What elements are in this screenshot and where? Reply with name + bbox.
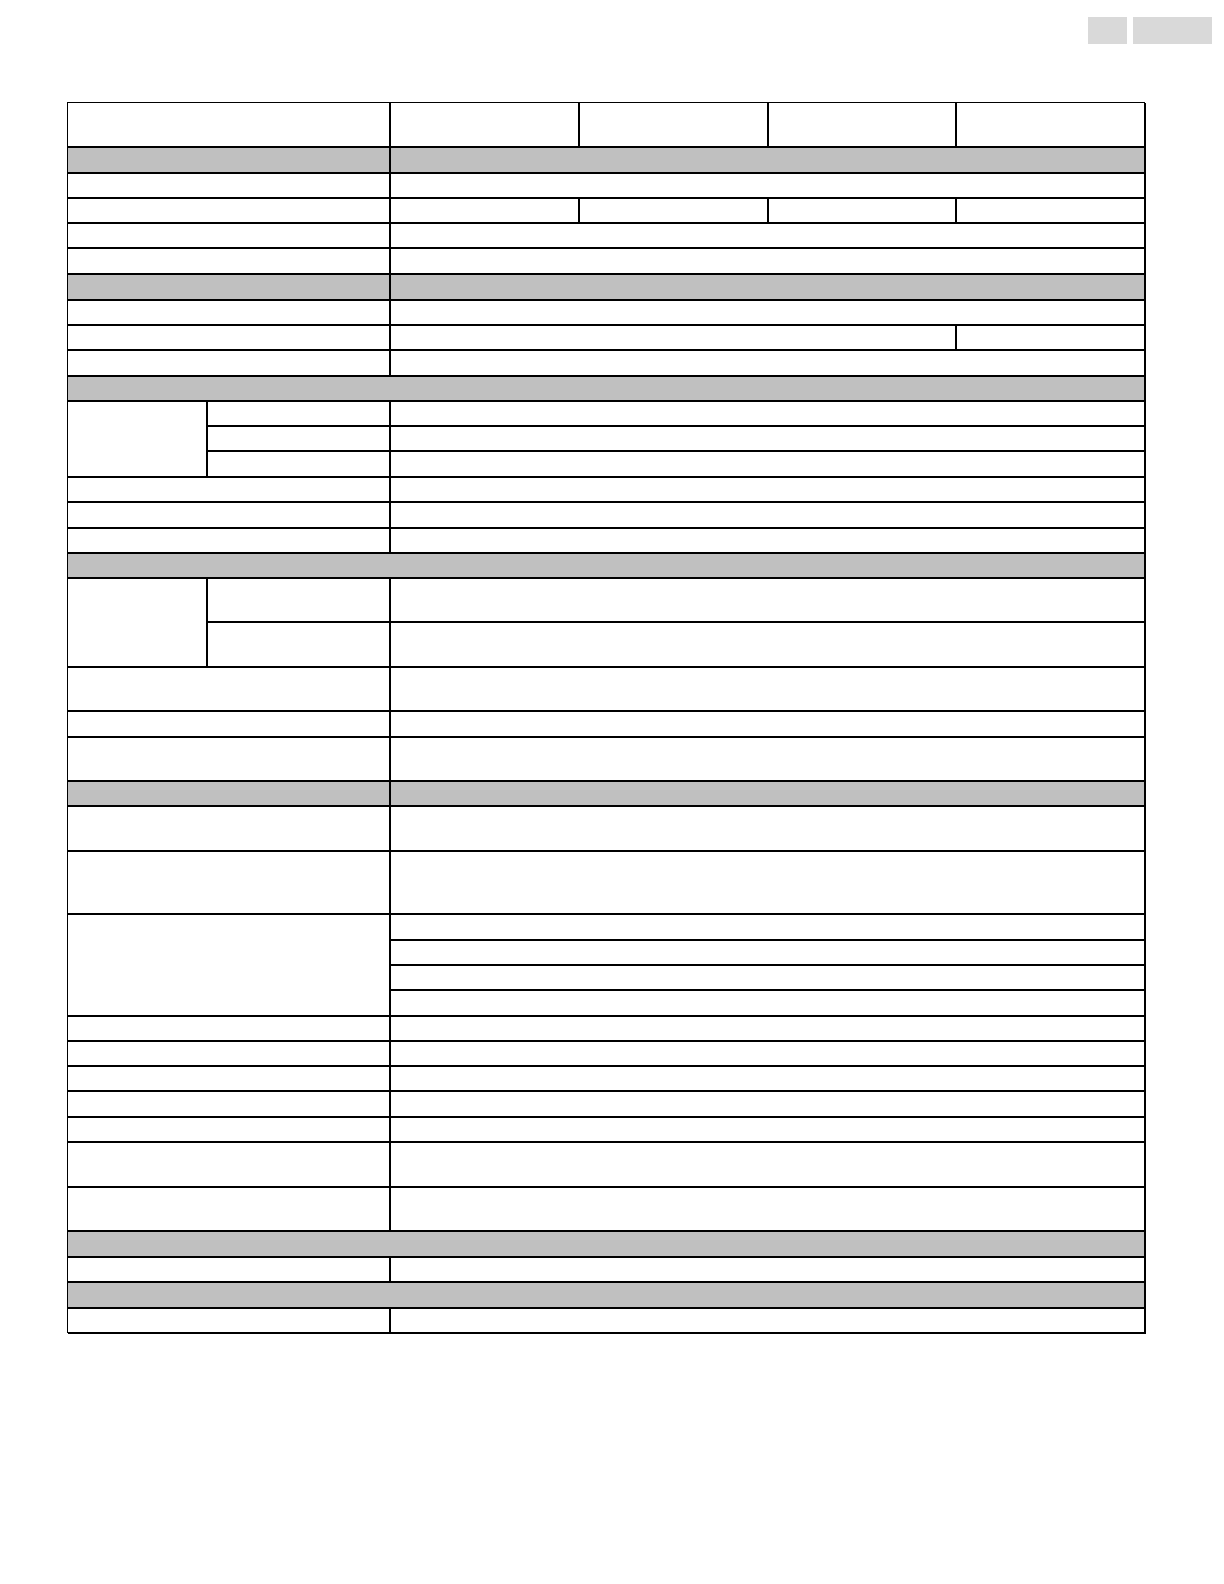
- header-label-cell: [68, 103, 391, 148]
- section-band-2-label: [68, 275, 391, 301]
- row-value: [391, 668, 1146, 712]
- section-band-2-value: [391, 275, 1146, 301]
- row-value-model-3: [769, 199, 957, 224]
- row-label: [68, 915, 391, 1017]
- row-label: [68, 1092, 391, 1118]
- row-value: [391, 1309, 1146, 1334]
- row-value-model-2: [580, 199, 769, 224]
- row-label: [68, 712, 391, 738]
- section-band-3: [68, 377, 1146, 402]
- row-value: [391, 427, 1146, 452]
- section-band-4: [68, 554, 1146, 579]
- page-header-tab: [1088, 17, 1127, 44]
- row-value: [391, 249, 1146, 275]
- row-value: [391, 712, 1146, 738]
- row-value: [391, 852, 1146, 915]
- row-label: [68, 174, 391, 199]
- row-value: [391, 807, 1146, 852]
- row-value: [391, 1042, 1146, 1067]
- row-value: [391, 529, 1146, 554]
- row-value-model-1: [391, 199, 580, 224]
- row-label: [68, 1042, 391, 1067]
- sub-row-label: [208, 623, 391, 668]
- row-label: [68, 738, 391, 782]
- header-model-cell-3: [769, 103, 957, 148]
- row-value: [391, 478, 1146, 503]
- row-label: [68, 478, 391, 503]
- row-label: [68, 1067, 391, 1092]
- row-value: [391, 402, 1146, 427]
- row-label: [68, 668, 391, 712]
- sub-row-label: [208, 452, 391, 478]
- header-model-cell-1: [391, 103, 580, 148]
- row-value: [391, 503, 1146, 529]
- row-value: [391, 1017, 1146, 1042]
- row-value: [391, 224, 1146, 249]
- section-band-7: [68, 1283, 1146, 1309]
- row-label: [68, 1188, 391, 1232]
- row-label: [68, 199, 391, 224]
- row-label: [68, 852, 391, 915]
- section-band-6: [68, 1232, 1146, 1258]
- header-model-cell-4: [957, 103, 1146, 148]
- sub-row-label: [208, 579, 391, 623]
- row-label: [68, 1309, 391, 1334]
- row-value: [391, 1258, 1146, 1283]
- section-band-5-value: [391, 782, 1146, 807]
- section-band-1-value: [391, 148, 1146, 174]
- row-label: [68, 529, 391, 554]
- section-band-5-label: [68, 782, 391, 807]
- row-value: [391, 452, 1146, 478]
- sub-row-label: [208, 402, 391, 427]
- row-label: [68, 351, 391, 377]
- row-value: [391, 915, 1146, 941]
- row-value: [391, 991, 1146, 1017]
- row-value: [391, 941, 1146, 966]
- header-model-cell-2: [580, 103, 769, 148]
- row-label: [68, 301, 391, 326]
- row-value: [391, 1067, 1146, 1092]
- row-value: [391, 579, 1146, 623]
- row-value: [391, 738, 1146, 782]
- row-value-models-1-3: [391, 326, 957, 351]
- specification-table: [67, 102, 1145, 1333]
- row-value: [391, 174, 1146, 199]
- row-value-model-4: [957, 326, 1146, 351]
- row-label: [68, 224, 391, 249]
- group-label: [68, 579, 208, 668]
- row-label: [68, 503, 391, 529]
- row-value-model-4: [957, 199, 1146, 224]
- section-band-1-label: [68, 148, 391, 174]
- sub-row-label: [208, 427, 391, 452]
- row-label: [68, 1118, 391, 1143]
- group-label: [68, 402, 208, 478]
- row-label: [68, 1017, 391, 1042]
- row-value: [391, 966, 1146, 991]
- row-value: [391, 351, 1146, 377]
- row-label: [68, 1143, 391, 1188]
- row-label: [68, 249, 391, 275]
- page-header-tab-wide: [1133, 17, 1212, 44]
- row-label: [68, 326, 391, 351]
- row-label: [68, 1258, 391, 1283]
- row-value: [391, 1188, 1146, 1232]
- row-value: [391, 1118, 1146, 1143]
- row-value: [391, 623, 1146, 668]
- row-value: [391, 1143, 1146, 1188]
- row-value: [391, 301, 1146, 326]
- row-label: [68, 807, 391, 852]
- row-value: [391, 1092, 1146, 1118]
